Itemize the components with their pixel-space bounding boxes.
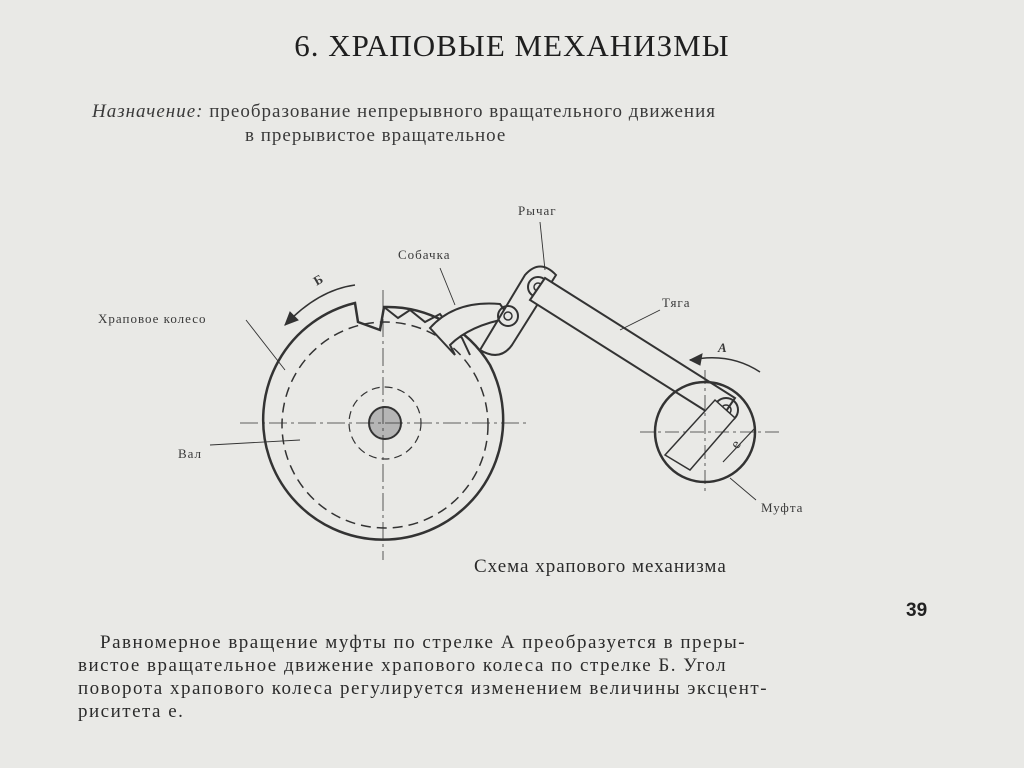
purpose-label: Назначение: xyxy=(92,101,204,122)
page-number: 39 xyxy=(906,600,928,621)
description-text xyxy=(78,631,948,723)
leader-rod xyxy=(620,310,660,330)
description-line-3: поворота храпового колеса регулируется изменением величины эксцент- xyxy=(78,678,769,699)
rod xyxy=(530,278,735,420)
label-rod: Тяга xyxy=(662,295,691,310)
leader-pawl xyxy=(440,268,455,305)
label-ratchet-wheel: Храповое колесо xyxy=(98,311,207,326)
purpose-line-2: в прерывистое вращательное xyxy=(245,125,507,146)
description-line-4: риситета е. xyxy=(78,701,185,722)
label-shaft: Вал xyxy=(178,446,203,461)
leader-ratchet xyxy=(246,320,285,370)
leader-lever xyxy=(540,222,545,270)
label-arrow-a: А xyxy=(718,340,728,355)
label-lever: Рычаг xyxy=(518,203,557,218)
label-arrow-b: Б xyxy=(310,270,327,289)
purpose-line-1: преобразование непрерывного вращательного движения xyxy=(209,101,716,122)
coupling-slot xyxy=(665,400,735,470)
label-eccentricity: е xyxy=(727,436,746,452)
page-title: 6. ХРАПОВЫЕ МЕХАНИЗМЫ xyxy=(294,28,730,63)
diagram-caption: Схема храпового механизма xyxy=(474,556,727,577)
label-pawl: Собачка xyxy=(398,247,451,262)
leader-shaft xyxy=(210,440,300,445)
leader-coupling xyxy=(730,478,756,500)
label-coupling: Муфта xyxy=(761,500,804,515)
description-line-2: вистое вращательное движение храпового колеса по стрелке Б. Угол xyxy=(78,655,728,676)
description-line-1: Равномерное вращение муфты по стрелке А преобразуется в преры- xyxy=(100,632,747,653)
arrow-a-head xyxy=(690,354,702,365)
